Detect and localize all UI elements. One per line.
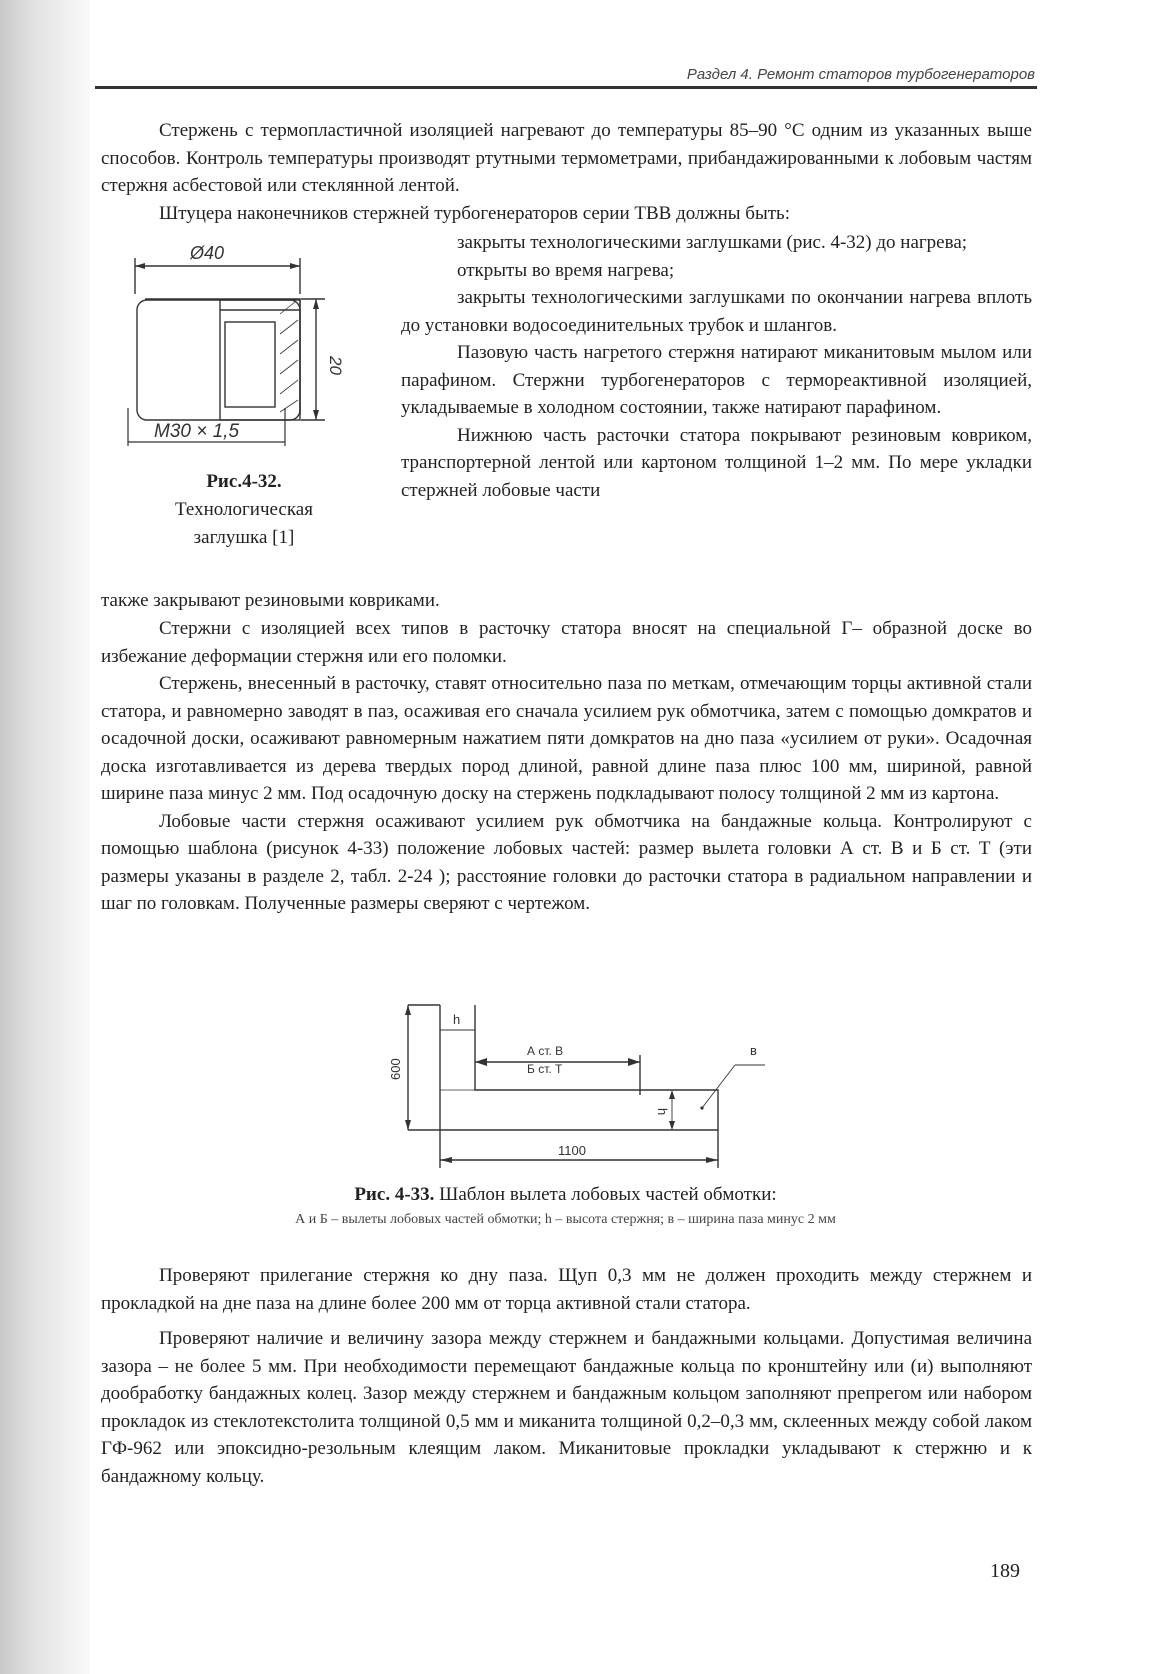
paragraph: Проверяют прилегание стержня ко дну паза. Щуп 0,3 мм не должен проходить между стержнем и прокладкой на дне паза на длине более 200 мм от торца активной стали статора. [101,1265,1032,1314]
running-header: Раздел 4. Ремонт статоров турбогенераторов [686,66,1035,83]
figure-4-33-title: Шаблон вылета лобовых частей обмотки: [434,1184,777,1205]
dimension-diameter-label: Ø40 [190,243,225,263]
dimension-600-label: 600 [388,1058,403,1080]
paragraph: Стержень, внесенный в расточку, ставят относительно паза по меткам, отмечающим торцы активной стали статора, и равномерно заводят в паз, осаживая его сначала усилием рук обмотчика, затем с помощью домкратов и осадочной доски, осаживают равномерным нажатием пяти домкратов на дно паза «усилием от руки». Осадочная доска изготавливается из дерева твердых пород длиной, равной длине паза плюс 100 мм, шириной, равной ширине паза минус 2 мм. Под осадочную доску на стержень подкладывают полосу толщиной 2 мм из картона. [101,673,1032,804]
paragraph: Лобовые части стержня осаживают усилием рук обмотчика на бандажные кольца. Контролируют с помощью шаблона (рисунок 4-33) положение лобовых частей: размер вылета головки А ст. В и Б ст. Т (эти размеры указаны в разделе 2, табл. 2-24 ); расстояние головки до расточки статора в радиальном направлении и шаг по головкам. Полученные размеры сверяют с чертежом. [101,810,1032,914]
page-number: 189 [990,1560,1020,1582]
figure-4-33-legend: А и Б – вылеты лобовых частей обмотки; h – высота стержня; в – ширина паза минус 2 мм [295,1212,836,1227]
page-binding-shadow [0,0,90,1674]
dimension-b-label: Б ст. Т [527,1062,563,1076]
figure-4-33-caption [100,1183,1031,1207]
continuation-line [101,587,1032,615]
middle-text-block [101,615,1032,918]
figure-4-32-title: Технологическая заглушка [1] [175,499,313,548]
paragraph: Нижнюю часть расточки статора покрывают резиновым ковриком, транспортерной лентой или картоном толщиной 1–2 мм. По мере укладки стержней лобовые части [401,424,1032,501]
dimension-1100-label: 1100 [558,1143,586,1158]
dimension-height-label: 20 [326,356,345,375]
paragraph: Проверяют наличие и величину зазора между стержнем и бандажными кольцами. Допустимая величина зазора – не более 5 мм. При необходимости перемещают бандажные кольца по кронштейну или (и) выполняют дообработку бандажных колец. Зазор между стержнем и бандажным кольцом заполняют препрегом или набором прокладок из стеклотекстолита толщиной 0,5 мм и миканита толщиной 0,2–0,3 мм, склеенных между собой лаком ГФ-962 или эпоксидно-резольным клеящим лаком. Миканитовые прокладки укладывают к стержню и к бандажному кольцу. [101,1328,1032,1487]
paragraph: Пазовую часть нагретого стержня натирают миканитовым мылом или парафином. Стержни турбогенераторов с термореактивной изоляцией, укладываемые в холодном состоянии, также натирают парафином. [401,342,1032,418]
paragraph: Стержень с термопластичной изоляцией нагревают до температуры 85–90 °С одним из указанных выше способов. Контроль температуры производят ртутными термометрами, прибандажированными к лобовым частям стержня асбестовой или стеклянной лентой. [101,120,1032,196]
dimension-h-top-label: h [453,1012,461,1027]
figure-4-33-drawing [390,1000,790,1180]
figure-4-32-drawing [120,244,370,404]
dimension-a-label: А ст. В [527,1044,564,1058]
side-text-block [401,229,1032,504]
header-rule [95,86,1037,89]
paragraph: закрыты технологическими заглушками по окончании нагрева вплоть до установки водосоединительных трубок и шлангов. [401,287,1032,336]
top-text-block [101,117,1032,227]
paragraph: открыты во время нагрева; [457,259,675,281]
paragraph: также закрывают резиновыми ковриками. [101,590,440,611]
paragraph: закрыты технологическими заглушками (рис. 4-32) до нагрева; [457,232,968,253]
figure-4-33-number: Рис. 4-33. [354,1184,435,1205]
paragraph: Стержни с изоляцией всех типов в расточку статора вносят на специальной Г– образной доске во избежание деформации стержня или его поломки. [101,618,1032,667]
thread-dimension [120,404,300,454]
dimension-v-label: в [750,1043,757,1058]
dimension-h-side-label: h [655,1108,670,1116]
paragraph: Штуцера наконечников стержней турбогенераторов серии ТВВ должны быть: [159,202,790,224]
thread-label: M30 × 1,5 [154,421,240,442]
bottom-text-block [101,1262,1032,1490]
figure-4-32-caption [118,468,370,552]
figure-4-32-number: Рис.4-32. [206,471,282,492]
